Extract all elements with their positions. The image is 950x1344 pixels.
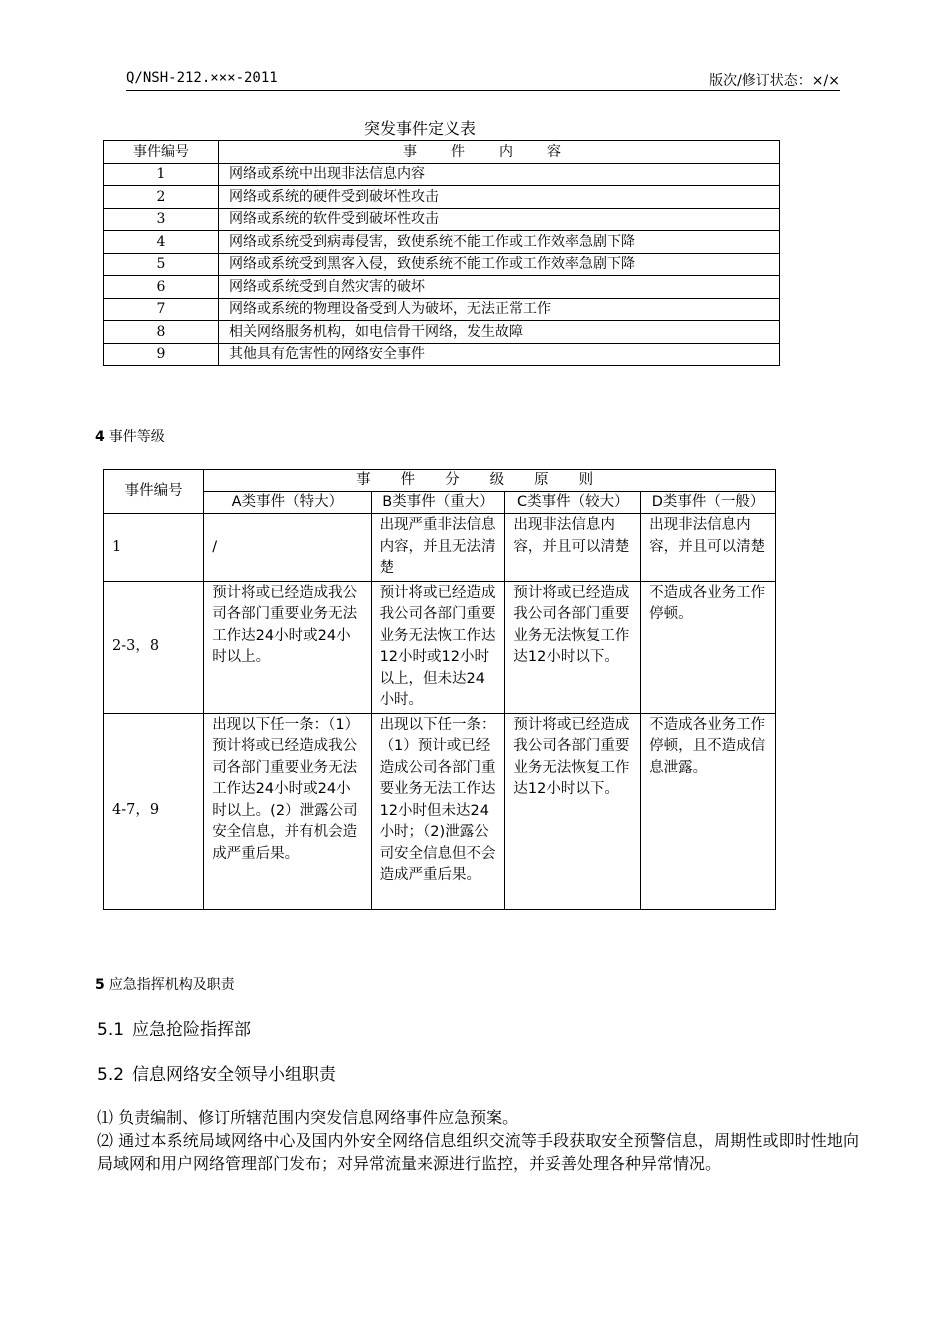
column-header-class-a: A类事件（特大）: [204, 492, 371, 514]
event-grading-table: [103, 469, 776, 910]
table-header-row: [104, 141, 780, 164]
class-c-cell: 预计将或已经造成我公司各部门重要业务无法恢复工作达12小时以下。: [505, 581, 641, 713]
section-5-1-heading: [97, 1015, 251, 1040]
column-header-class-d: D类事件（一般）: [641, 492, 776, 514]
column-header-content: 事件内容: [219, 141, 780, 164]
event-id: 9: [104, 343, 219, 366]
event-content: 网络或系统受到自然灾害的破坏: [219, 276, 780, 299]
event-content: 相关网络服务机构，如电信骨干网络，发生故障: [219, 321, 780, 344]
class-b-cell: 出现严重非法信息内容，并且无法清楚: [371, 514, 505, 582]
page-header: [126, 70, 840, 91]
table-row: [104, 343, 780, 366]
event-id: 3: [104, 208, 219, 231]
event-id: 8: [104, 321, 219, 344]
section-title: 应急指挥机构及职责: [108, 977, 235, 993]
event-id: 2: [104, 186, 219, 209]
doc-code: Q/NSH-212.×××-2011: [126, 70, 278, 86]
column-header-class-c: C类事件（较大）: [505, 492, 641, 514]
section-4-heading: [95, 426, 165, 446]
class-b-cell: 预计将或已经造成我公司各部门重要业务无法恢工作达12小时或12小时以上，但未达24小时。: [371, 581, 505, 713]
column-group-header: 事件分级原则: [204, 470, 776, 492]
paragraph-2: ⑵ 通过本系统局域网络中心及国内外安全网络信息组织交流等手段获取安全预警信息，周期性或即时性地向局域网和用户网络管理部门发布；对异常流量来源进行监控，并妥善处理各种异常情况。: [97, 1131, 859, 1173]
event-id: 4: [104, 231, 219, 254]
section-5-heading: [95, 974, 235, 994]
table-row: [104, 581, 776, 713]
class-a-cell: /: [204, 514, 371, 582]
event-content: 网络或系统的软件受到破坏性攻击: [219, 208, 780, 231]
table-row: [104, 163, 780, 186]
column-header-id: 事件编号: [104, 470, 204, 514]
version-status: 版次/修订状态：×/×: [709, 73, 840, 89]
section-title: 事件等级: [108, 429, 165, 445]
event-content: 其他具有危害性的网络安全事件: [219, 343, 780, 366]
event-content: 网络或系统受到病毒侵害，致使系统不能工作或工作效率急剧下降: [219, 231, 780, 254]
section-title: 应急抢险指挥部: [132, 1020, 252, 1040]
table-row: [104, 276, 780, 299]
section-number: 5: [95, 977, 105, 993]
section-number: 5.2: [97, 1065, 125, 1085]
class-a-cell: 预计将或已经造成我公司各部门重要业务无法工作达24小时或24小时以上。: [204, 581, 371, 713]
event-id: 2-3，8: [104, 581, 204, 713]
table-row: [104, 253, 780, 276]
event-content: 网络或系统的硬件受到破坏性攻击: [219, 186, 780, 209]
section-5-2-heading: [97, 1060, 336, 1085]
class-d-cell: 不造成各业务工作停顿，且不造成信息泄露。: [641, 713, 776, 909]
class-d-cell: 不造成各业务工作停顿。: [641, 581, 776, 713]
event-content: 网络或系统受到黑客入侵，致使系统不能工作或工作效率急剧下降: [219, 253, 780, 276]
column-header-class-b: B类事件（重大）: [371, 492, 505, 514]
table-row: [104, 298, 780, 321]
event-id: 6: [104, 276, 219, 299]
table-row: [104, 186, 780, 209]
table-row: [104, 713, 776, 909]
class-b-cell: 出现以下任一条：（1）预计或已经造成公司各部门重要业务无法工作达12小时但未达24小时；（2)泄露公司安全信息但不会造成严重后果。: [371, 713, 505, 909]
paragraph-1: ⑴ 负责编制、修订所辖范围内突发信息网络事件应急预案。: [97, 1108, 519, 1127]
section-title: 信息网络安全领导小组职责: [132, 1065, 337, 1085]
event-definition-table: [103, 140, 780, 366]
table-subheader-row: [104, 492, 776, 514]
table-row: [104, 231, 780, 254]
event-content: 网络或系统中出现非法信息内容: [219, 163, 780, 186]
column-header-id: 事件编号: [104, 141, 219, 164]
section-number: 4: [95, 429, 105, 445]
event-content: 网络或系统的物理设备受到人为破坏，无法正常工作: [219, 298, 780, 321]
class-a-cell: 出现以下任一条：（1）预计将或已经造成我公司各部门重要业务无法工作达24小时或24小时以上。(2）泄露公司安全信息，并有机会造成严重后果。: [204, 713, 371, 909]
event-id: 7: [104, 298, 219, 321]
event-id: 1: [104, 514, 204, 582]
table1-title: 突发事件定义表: [363, 119, 476, 138]
table-row: [104, 514, 776, 582]
class-d-cell: 出现非法信息内容，并且可以清楚: [641, 514, 776, 582]
class-c-cell: 预计将或已经造成我公司各部门重要业务无法恢复工作达12小时以下。: [505, 713, 641, 909]
table-row: [104, 208, 780, 231]
event-id: 5: [104, 253, 219, 276]
event-id: 4-7，9: [104, 713, 204, 909]
table-row: [104, 321, 780, 344]
event-id: 1: [104, 163, 219, 186]
section-number: 5.1: [97, 1020, 125, 1040]
table-header-row: [104, 470, 776, 492]
class-c-cell: 出现非法信息内容，并且可以清楚: [505, 514, 641, 582]
